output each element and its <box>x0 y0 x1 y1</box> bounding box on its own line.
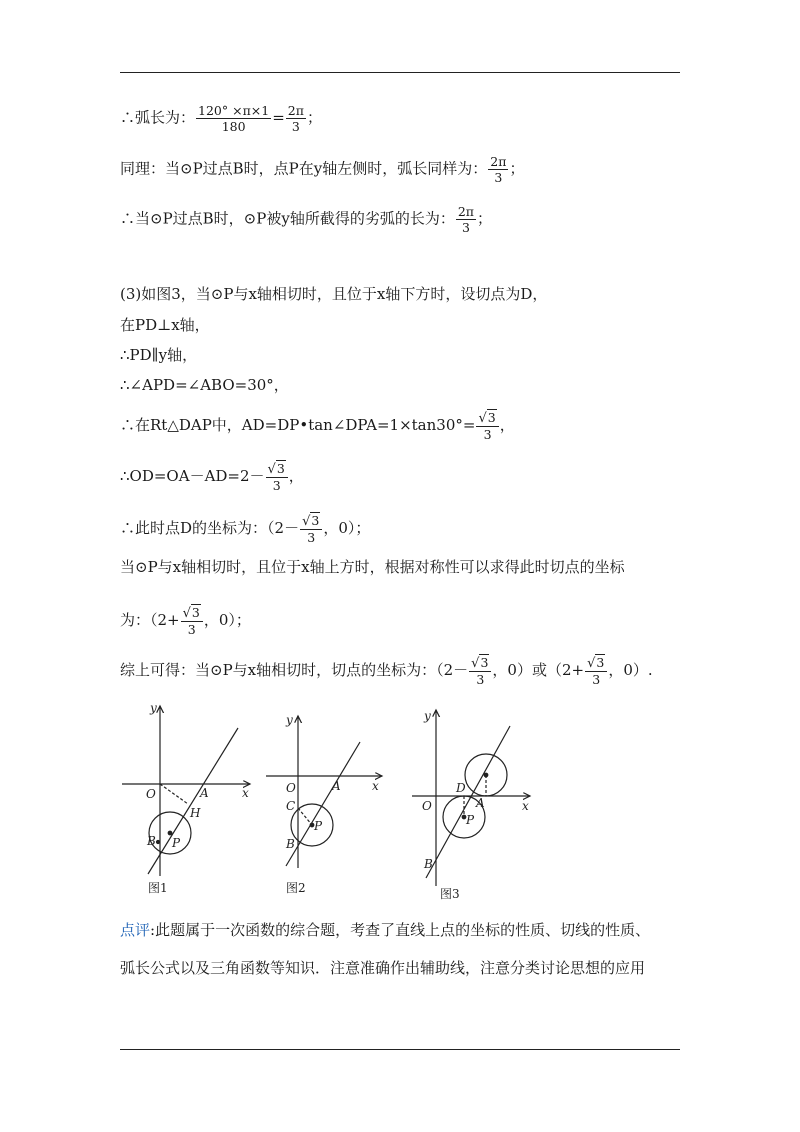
sqrt-fraction: $\frac{√3}{3}$ <box>585 655 607 687</box>
od-line: ∴OD=OA－AD=2－ $\frac{√3}{3}$ ， <box>120 461 304 493</box>
sqrt-fraction: $\frac{√3}{3}$ <box>300 513 322 545</box>
figure-1-labels <box>146 701 249 895</box>
text: ∴弧长为： <box>120 108 196 127</box>
svg-text:x: x <box>522 799 529 813</box>
svg-text:H: H <box>190 806 201 820</box>
parallel-line: ∴PD∥y轴， <box>120 346 198 364</box>
figure-1 <box>122 706 250 876</box>
svg-text:y: y <box>424 709 431 723</box>
comment-line-1: 点评:此题属于一次函数的综合题，考查了直线上点的坐标的性质、切线的性质、 <box>120 921 651 939</box>
svg-text:C: C <box>286 799 296 813</box>
svg-text:D: D <box>456 781 466 795</box>
svg-text:O: O <box>422 799 432 813</box>
svg-text:图2: 图2 <box>286 881 306 895</box>
svg-text:P: P <box>172 836 181 850</box>
svg-text:O: O <box>146 787 156 801</box>
svg-text:B: B <box>424 857 433 871</box>
point-p-upper <box>484 773 488 777</box>
summary-line: 综上可得：当⊙P与x轴相切时，切点的坐标为：（2－ $\frac{√3}{3}$ ，0）或（2+ $\frac{√3}{3}$ ，0）. <box>120 655 653 687</box>
svg-text:B: B <box>286 837 295 851</box>
comment-line-2: 弧长公式以及三角函数等知识．注意准确作出辅助线，注意分类讨论思想的应用 <box>120 959 646 977</box>
svg-text:P: P <box>466 813 475 827</box>
minor-arc-line: ∴当⊙P过点B时，⊙P被y轴所截得的劣弧的长为： $\frac{2\pi}{3}$ ； <box>120 204 493 235</box>
line-ab <box>426 726 510 878</box>
bottom-rule <box>120 1049 680 1050</box>
sqrt-fraction: $\frac{√3}{3}$ <box>476 410 498 442</box>
svg-text:A: A <box>200 786 209 800</box>
tan-line: ∴在Rt△DAP中，AD=DP•tan∠DPA=1×tan30°= $\frac{√3}{3}$ ， <box>120 410 515 442</box>
upper-coordinate-line: 为：（2+ $\frac{√3}{3}$ ，0）； <box>120 605 251 637</box>
line-ab <box>286 742 360 866</box>
geometry-figures <box>110 700 550 900</box>
top-rule <box>120 72 680 73</box>
sqrt-fraction: $\frac{√3}{3}$ <box>181 605 203 637</box>
perp-line: 在PD⊥x轴， <box>120 316 210 334</box>
note-label: 点评 <box>120 921 151 939</box>
similar-arc-line: 同理：当⊙P过点B时，点P在y轴左侧时，弧长同样为： $\frac{2\pi}{3}$ ； <box>120 154 525 185</box>
svg-text:图3: 图3 <box>440 887 460 900</box>
svg-text:A: A <box>476 796 485 810</box>
sqrt-fraction: $\frac{√3}{3}$ <box>266 461 288 493</box>
point-b <box>157 841 160 844</box>
dashed-oh <box>160 784 188 804</box>
figures <box>110 700 550 900</box>
svg-text:x: x <box>242 786 249 800</box>
figure-2-labels <box>285 713 379 895</box>
svg-text:A: A <box>332 779 341 793</box>
svg-text:P: P <box>314 819 323 833</box>
figure-3-labels <box>422 709 529 900</box>
svg-text:x: x <box>372 779 379 793</box>
fraction: $\frac{120^\circ \times\pi\times 1}{180}$ <box>198 103 270 134</box>
symmetry-line: 当⊙P与x轴相切时，且位于x轴上方时，根据对称性可以求得此时切点的坐标 <box>120 558 625 576</box>
part3-line: (3)如图3，当⊙P与x轴相切时，且位于x轴下方时，设切点为D， <box>120 285 548 303</box>
sqrt-fraction: $\frac{√3}{3}$ <box>469 655 491 687</box>
fraction: $\frac{2\pi}{3}$ <box>490 154 507 185</box>
arc-length-line: ∴弧长为： $\frac{120^\circ \times\pi\times 1}{180}$ = $\frac{2\pi}{3}$ ； <box>120 103 322 134</box>
figure-2 <box>266 716 382 868</box>
svg-text:y: y <box>286 713 293 727</box>
angle-line: ∴∠APD=∠ABO=30°， <box>120 376 289 394</box>
svg-text:B: B <box>147 834 156 848</box>
fraction: $\frac{2\pi}{3}$ <box>287 103 304 134</box>
svg-text:y: y <box>150 701 157 715</box>
d-coordinate-line: ∴此时点D的坐标为：（2－ $\frac{√3}{3}$ ，0）； <box>120 513 371 545</box>
dashed-cp <box>298 808 312 825</box>
svg-text:O: O <box>286 781 296 795</box>
fraction: $\frac{2\pi}{3}$ <box>457 204 474 235</box>
point-p <box>168 831 172 835</box>
svg-text:图1: 图1 <box>148 881 168 895</box>
